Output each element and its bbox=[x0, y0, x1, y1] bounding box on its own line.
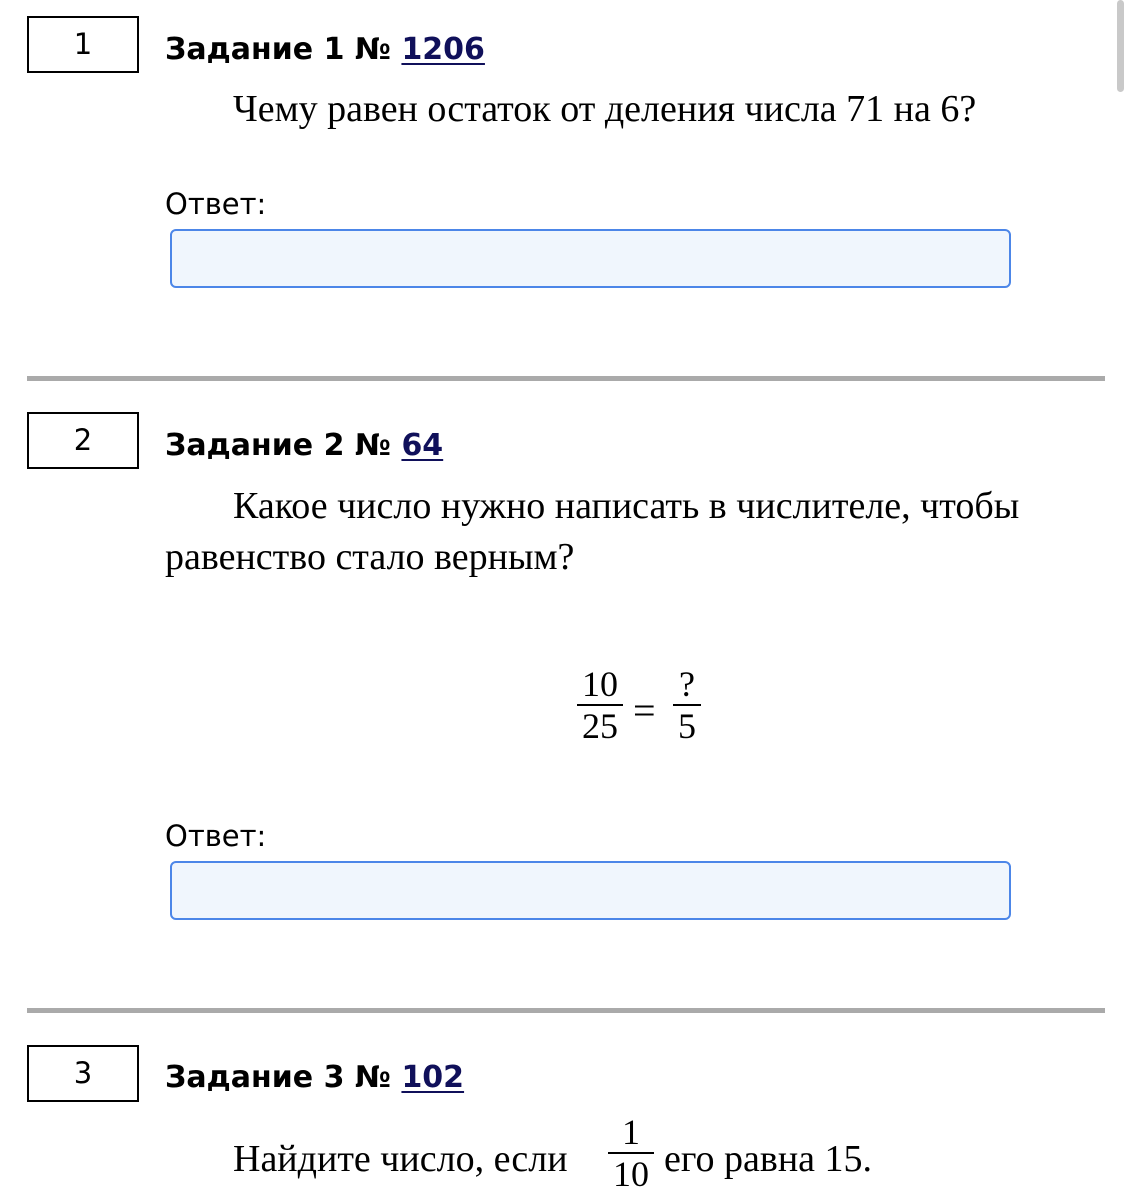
task-question-after: его равна 15. bbox=[664, 1138, 873, 1180]
answer-label: Ответ: bbox=[165, 187, 267, 221]
section-divider bbox=[27, 376, 1105, 381]
task-heading bbox=[165, 426, 443, 466]
equation-right-fraction bbox=[673, 664, 701, 746]
task-link[interactable]: 102 bbox=[401, 1060, 465, 1095]
task-heading bbox=[165, 1058, 464, 1098]
equals-sign: = bbox=[633, 688, 656, 733]
task-question-line: Какое число нужно написать в числителе, чтобы bbox=[233, 485, 1020, 527]
equation-left-fraction bbox=[577, 664, 623, 746]
fraction-denominator: 5 bbox=[678, 706, 696, 746]
fraction-numerator: 10 bbox=[582, 664, 618, 704]
task-question-line: равенство стало верным? bbox=[165, 536, 575, 578]
task-number-box: 3 bbox=[27, 1045, 139, 1102]
task-link[interactable]: 1206 bbox=[401, 32, 485, 67]
task-heading-prefix: Задание 1 № bbox=[165, 32, 391, 67]
task-number-box: 2 bbox=[27, 412, 139, 469]
fraction-denominator: 25 bbox=[582, 706, 618, 746]
task-link[interactable]: 64 bbox=[401, 428, 444, 463]
section-divider bbox=[27, 1008, 1105, 1013]
task-question: Чему равен остаток от деления числа 71 на 6? bbox=[233, 88, 977, 130]
answer-label: Ответ: bbox=[165, 819, 267, 853]
answer-input[interactable] bbox=[170, 229, 1011, 288]
answer-input[interactable] bbox=[170, 861, 1011, 920]
fraction-numerator: ? bbox=[679, 664, 695, 704]
question-fraction bbox=[608, 1112, 654, 1194]
scrollbar-thumb[interactable] bbox=[1117, 0, 1124, 92]
task-heading-prefix: Задание 2 № bbox=[165, 428, 391, 463]
task-heading bbox=[165, 30, 485, 70]
task-heading-prefix: Задание 3 № bbox=[165, 1060, 391, 1095]
fraction-denominator: 10 bbox=[613, 1154, 649, 1194]
task-number-box: 1 bbox=[27, 16, 139, 73]
task-question-before: Найдите число, если bbox=[233, 1138, 568, 1180]
fraction-numerator: 1 bbox=[622, 1112, 640, 1152]
